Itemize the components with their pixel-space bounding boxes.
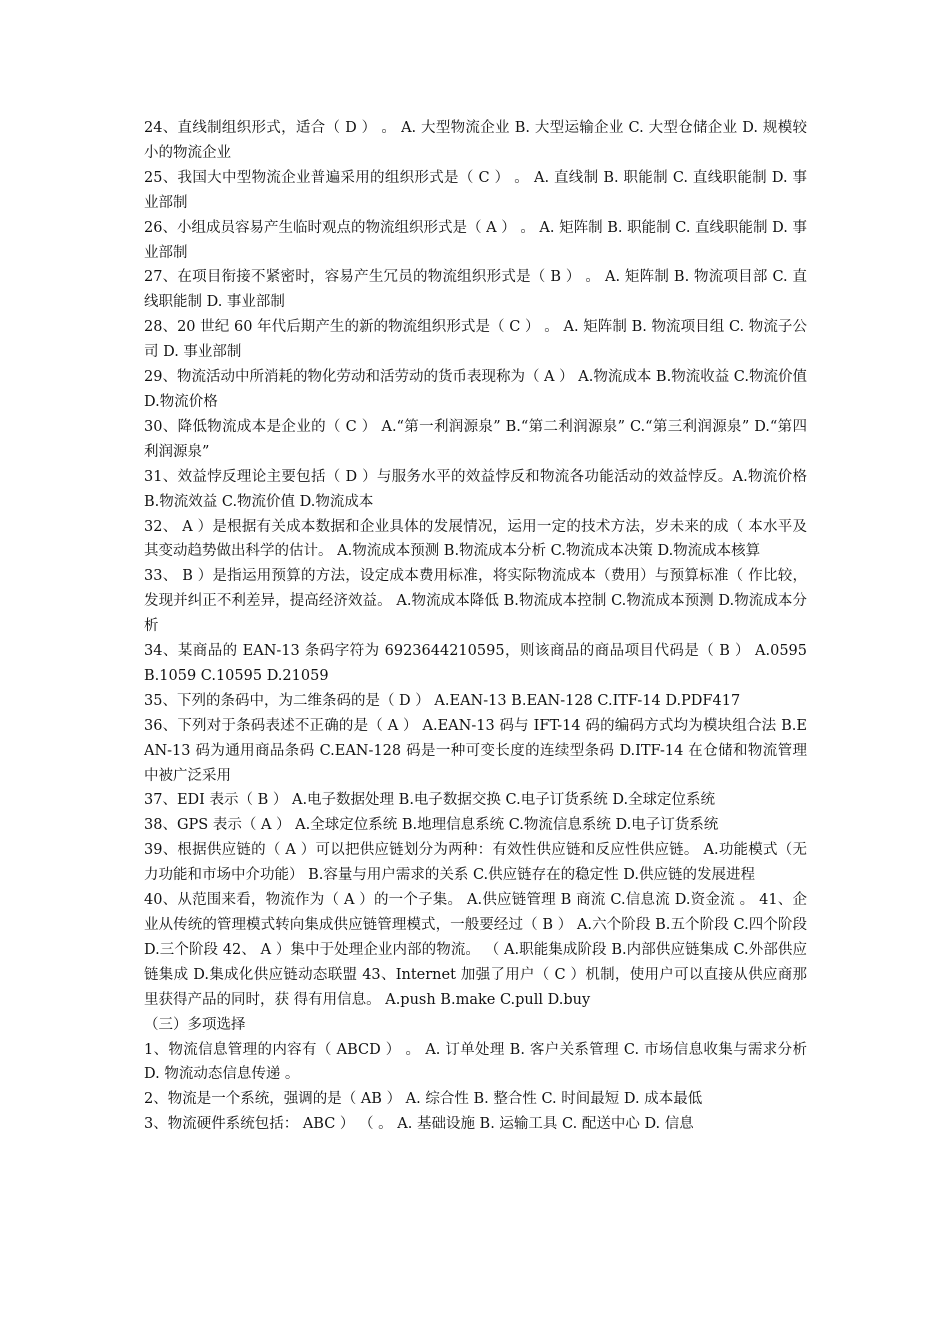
- question-28: 28、20 世纪 60 年代后期产生的新的物流组织形式是（ C ） 。 A. 矩阵制 B. 物流项目组 C. 物流子公司 D. 事业部制: [144, 319, 807, 361]
- question-33: 33、 B ）是指运用预算的方法，设定成本费用标准，将实际物流成本（费用）与预算标准（ 作比较，发现并纠正不利差异，提高经济效益。 A.物流成本降低 B.物流成本控制 C.物流成本预测 D.物流成本分析: [144, 568, 807, 635]
- multi-question-1: 1、物流信息管理的内容有（ ABCD ） 。 A. 订单处理 B. 客户关系管理 C. 市场信息收集与需求分析 D. 物流动态信息传递 。: [144, 1041, 807, 1083]
- question-29: 29、物流活动中所消耗的物化劳动和活劳动的货币表现称为（ A ） A.物流成本 B.物流收益 C.物流价值 D.物流价格: [144, 369, 807, 410]
- question-38: 38、GPS 表示（ A ） A.全球定位系统 B.地理信息系统 C.物流信息系统 D.电子订货系统: [144, 817, 719, 834]
- question-37: 37、EDI 表示（ B ） A.电子数据处理 B.电子数据交换 C.电子订货系统 D.全球定位系统: [144, 792, 716, 809]
- question-35: 35、下列的条码中，为二维条码的是（ D ） A.EAN-13 B.EAN-128 C.ITF-14 D.PDF417: [144, 692, 741, 709]
- question-32: 32、 A ）是根据有关成本数据和企业具体的发展情况，运用一定的技术方法，岁未来的成（ 本水平及其变动趋势做出科学的估计。 A.物流成本预测 B.物流成本分析 C.物流成本决策 D.物流成本核算: [144, 518, 807, 560]
- document-page: [144, 116, 807, 1137]
- section-heading-multiple-choice: （三）多项选择: [144, 1016, 246, 1033]
- question-26: 26、小组成员容易产生临时观点的物流组织形式是（ A ） 。 A. 矩阵制 B. 职能制 C. 直线职能制 D. 事业部制: [144, 219, 807, 261]
- question-40-43: 40、从范围来看，物流作为（ A ）的一个子集。 A.供应链管理 B 商流 C.信息流 D.资金流 。 41、企业从传统的管理模式转向集成供应链管理模式，一般要经过（ B ） A.六个阶段 B.五个阶段 C.四个阶段 D.三个阶段 42、 A ）集中于处理企业内部的物流。 （ A.职能集成阶段 B.内部供应链集成 C.外部供应链集成 D.集成化供应链动态联盟 43、Internet 加强了用户（ C ）机制，使用户可以直接从供应商那里获得产品的同时，获 得有用信息。 A.push B.make C.pull D.buy: [144, 892, 807, 1008]
- question-36: 36、下列对于条码表述不正确的是（ A ） A.EAN-13 码与 IFT-14 码的编码方式均为模块组合法 B.EAN-13 码为通用商品条码 C.EAN-128 码是一种可变长度的连续型条码 D.ITF-14 在仓储和物流管理中被广泛采用: [144, 717, 807, 784]
- multi-question-3: 3、物流硬件系统包括： ABC ） （ 。 A. 基础设施 B. 运输工具 C. 配送中心 D. 信息: [144, 1116, 694, 1133]
- question-31: 31、效益悖反理论主要包括（ D ）与服务水平的效益悖反和物流各功能活动的效益悖反。A.物流价格 B.物流效益 C.物流价值 D.物流成本: [144, 468, 807, 510]
- question-39: 39、根据供应链的（ A ）可以把供应链划分为两种：有效性供应链和反应性供应链。 A.功能模式（无力功能和市场中介功能） B.容量与用户需求的关系 C.供应链存在的稳定性 D.供应链的发展进程: [144, 842, 807, 884]
- multi-question-2: 2、物流是一个系统，强调的是（ AB ） A. 综合性 B. 整合性 C. 时间最短 D. 成本最低: [144, 1091, 703, 1108]
- question-27: 27、在项目衔接不紧密时，容易产生冗员的物流组织形式是（ B ） 。 A. 矩阵制 B. 物流项目部 C. 直线职能制 D. 事业部制: [144, 269, 807, 311]
- question-24: 24、直线制组织形式，适合（ D ） 。 A. 大型物流企业 B. 大型运输企业 C. 大型仓储企业 D. 规模较小的物流企业: [144, 120, 807, 161]
- question-25: 25、我国大中型物流企业普遍采用的组织形式是（ C ） 。 A. 直线制 B. 职能制 C. 直线职能制 D. 事业部制: [144, 169, 807, 211]
- question-30: 30、降低物流成本是企业的（ C ） A.“第一利润源泉” B.“第二利润源泉” C.“第三利润源泉” D.“第四利润源泉”: [144, 418, 807, 460]
- question-34: 34、某商品的 EAN-13 条码字符为 6923644210595，则该商品的商品项目代码是（ B ） A.0595 B.1059 C.10595 D.21059: [144, 643, 807, 684]
